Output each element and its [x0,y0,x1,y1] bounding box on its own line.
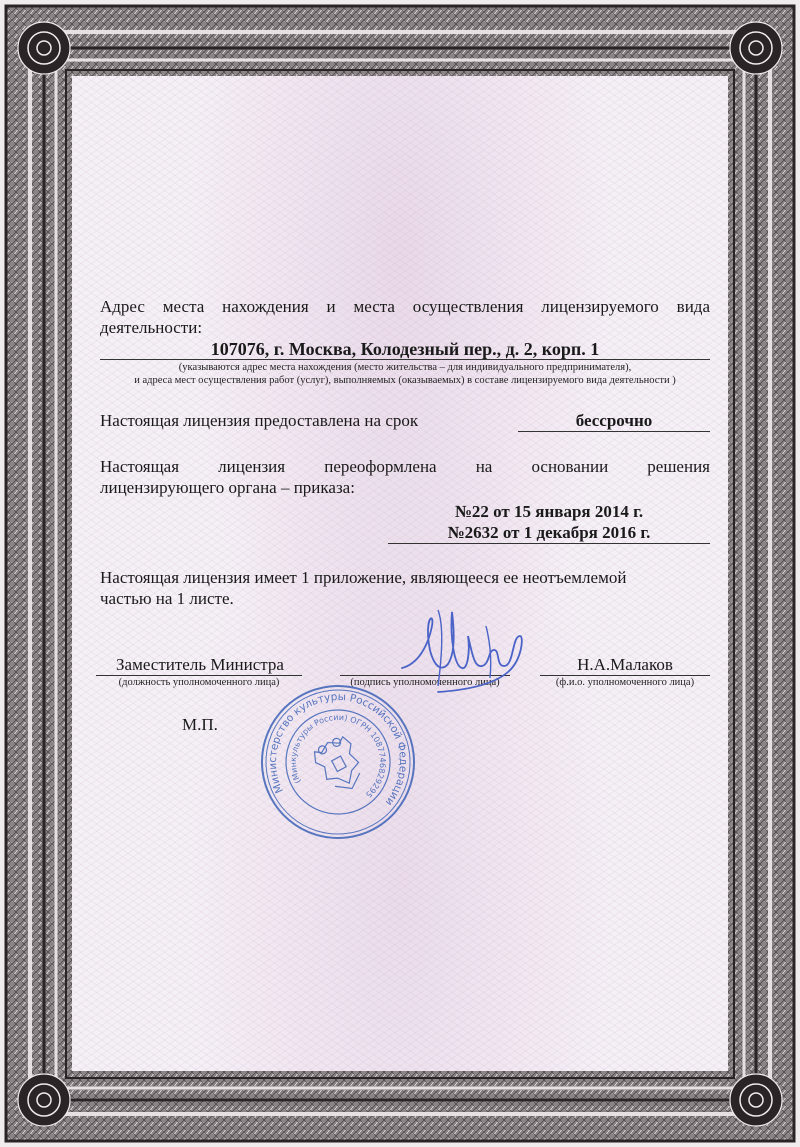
address-value: 107076, г. Москва, Колодезный пер., д. 2, корп. 1 [210,339,600,359]
name-caption: (ф.и.о. уполномоченного лица) [555,677,695,688]
appendix-line2: частью на 1 листе. [100,589,234,608]
appendix-line1: Настоящая лицензия имеет 1 приложение, являющееся ее неотъемлемой [100,568,627,587]
term-underline [518,431,710,432]
reissue-underline [388,543,710,544]
term-value: бессрочно [575,411,653,430]
stamp-inner-textpath: (Минкультуры России) ОГРН 1087746829295 [288,712,388,800]
term-label: Настоящая лицензия предоставлена на срок [100,411,419,430]
reissue-line1: Настоящая лицензия переоформлена на основании решения [100,457,710,476]
signature-caption: (подпись уполномоченного лица) [350,677,500,688]
address-label-line1: Адрес места нахождения и места осуществления лицензируемого вида [100,297,710,316]
reissue-line2: лицензирующего органа – приказа: [100,478,355,497]
signer-position: Заместитель Министра [116,655,284,674]
address-caption-line1: (указываются адрес места нахождения (место жительства – для индивидуального предпринимателя), [178,362,632,373]
official-stamp [258,682,418,842]
reissue-order-1: №22 от 15 января 2014 г. [454,502,644,521]
address-underline [100,359,710,360]
seal-label: М.П. [182,715,218,734]
address-label-line2: деятельности: [100,318,203,337]
coat-of-arms-icon [310,733,370,798]
svg-text:Министерство культуры Российск [258,682,418,842]
reissue-order-2: №2632 от 1 декабря 2016 г. [447,523,651,542]
signer-name: Н.А.Малаков [577,655,673,674]
position-caption: (должность уполномоченного лица) [118,677,280,688]
stamp-ring-textpath: Министерство культуры Российской Федерации [266,690,410,808]
address-caption-line2: и адреса мест осуществления работ (услуг), выполняемых (оказываемых) в составе лицензируемого вида деятельности ) [134,375,676,386]
